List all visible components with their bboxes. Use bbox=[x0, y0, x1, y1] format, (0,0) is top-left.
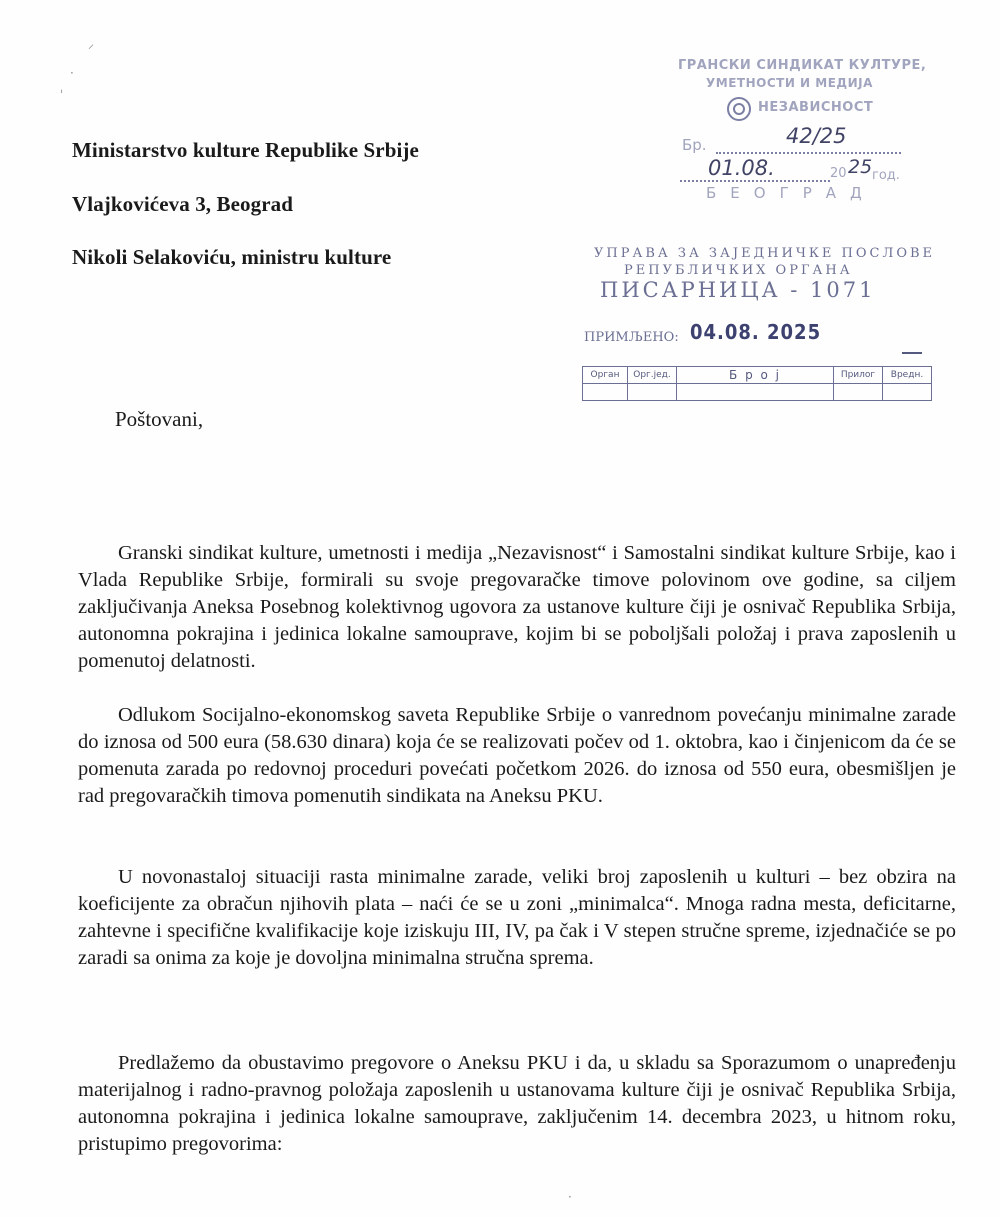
col-organ: Орган bbox=[583, 367, 628, 384]
union-stamp-year-prefix: 20 bbox=[830, 166, 847, 181]
table-cell bbox=[677, 384, 834, 401]
union-stamp-title: НЕЗАВИСНОСТ bbox=[758, 100, 874, 115]
union-logo-icon bbox=[726, 96, 752, 122]
union-stamp-city: БЕОГРАД bbox=[706, 184, 876, 202]
greeting: Poštovani, bbox=[115, 407, 204, 431]
scan-mark: ⸍ bbox=[88, 42, 95, 56]
table-cell bbox=[883, 384, 932, 401]
col-prilog: Прилог bbox=[834, 367, 883, 384]
col-broj: Б р о ј bbox=[677, 367, 834, 384]
union-stamp-year: 25 bbox=[848, 156, 873, 178]
registry-stamp bbox=[580, 240, 940, 420]
scan-mark: · bbox=[70, 66, 74, 80]
col-vredn: Вредн. bbox=[883, 367, 932, 384]
registry-stamp-office: ПИСАРНИЦА - 1071 bbox=[600, 278, 876, 302]
received-label: ПРИМЉЕНО: bbox=[584, 330, 679, 345]
scan-mark: ˌ bbox=[60, 80, 64, 94]
paragraph-1: Granski sindikat kulture, umetnosti i medija „Nezavisnost“ i Samostalni sindikat kulture Srbije, kao i Vlada Republike Srbije, formirali su svoje pregovaračke timove polovinom ove godine, sa ciljem zaključivanja Aneksa Posebnog kolektivnog ugovora za ustanove kulture čiji je osnivač Republika Srbija, autonomna pokrajina i jedinica lokalne samouprave, kojim bi se poboljšali položaj i prava zaposlenih u pomenutoj delatnosti. bbox=[78, 542, 956, 672]
registry-stamp-authority: УПРАВА ЗА ЗАЈЕДНИЧКЕ ПОСЛОВЕ bbox=[594, 246, 936, 261]
table-cell bbox=[583, 384, 628, 401]
union-stamp-sub: УМЕТНОСТИ И МЕДИЈА bbox=[706, 76, 873, 90]
union-stamp-number: 42/25 bbox=[786, 124, 847, 148]
received-date: 04.08. 2025 bbox=[690, 320, 822, 344]
registry-stamp-organs: РЕПУБЛИЧКИХ ОРГАНА bbox=[624, 263, 853, 278]
union-stamp bbox=[676, 56, 927, 208]
col-orgjed: Орг.јед. bbox=[628, 367, 677, 384]
paragraph-3: U novonastaloj situaciji rasta minimalne zarade, veliki broj zaposlenih u kulturi – bez obzira na koeficijente za obračun njihovih plata – naći će se u zoni „minimalca“. Mnoga radna mesta, deficitarne, zahtevne i specifične kvalifikacije koje iziskuju III, IV, pa čak i V stepen stručne spreme, izjednačiće se po zaradi sa onima za koje je dovoljna minimalna stručna sprema. bbox=[78, 866, 956, 969]
union-stamp-br-label: Бр. bbox=[682, 136, 707, 154]
union-stamp-name: ГРАНСКИ СИНДИКАТ КУЛТУРЕ, bbox=[678, 58, 927, 73]
recipient-ministry: Ministarstvo kulture Republike Srbije bbox=[72, 138, 419, 162]
union-stamp-date: 01.08. bbox=[708, 156, 775, 180]
table-cell bbox=[628, 384, 677, 401]
dotted-line bbox=[680, 180, 830, 182]
registry-table bbox=[582, 366, 932, 401]
paragraph-4: Predlažemo da obustavimo pregovore o Aneksu PKU i da, u skladu sa Sporazumom o unapređenju materijalnog i radno-pravnog položaja zaposlenih u ustanovama kulture čiji je osnivač Republika Srbija, autonomna pokrajina i jedinica lokalne samouprave, zaključenim 14. decembra 2023, u hitnom roku, pristupimo pregovorima: bbox=[78, 1052, 956, 1155]
dotted-line bbox=[716, 152, 901, 154]
union-stamp-year-suffix: год. bbox=[872, 168, 900, 183]
table-cell bbox=[834, 384, 883, 401]
stamp-dash bbox=[902, 352, 922, 354]
recipient-address: Vlajkovićeva 3, Beograd bbox=[72, 192, 294, 216]
scan-mark: · bbox=[568, 1190, 572, 1204]
paragraph-2: Odlukom Socijalno-ekonomskog saveta Republike Srbije o vanrednom povećanju minimalne zarade do iznosa od 500 eura (58.630 dinara) koja će se realizovati počev od 1. oktobra, kao i činjenicom da će se pomenuta zarada po redovnoj proceduri povećati početkom 2026. do iznosa od 550 eura, obesmišljen je rad pregovaračkih timova pomenutih sindikata na Aneksu PKU. bbox=[78, 704, 956, 807]
recipient-person: Nikoli Selakoviću, ministru kulture bbox=[72, 245, 392, 269]
